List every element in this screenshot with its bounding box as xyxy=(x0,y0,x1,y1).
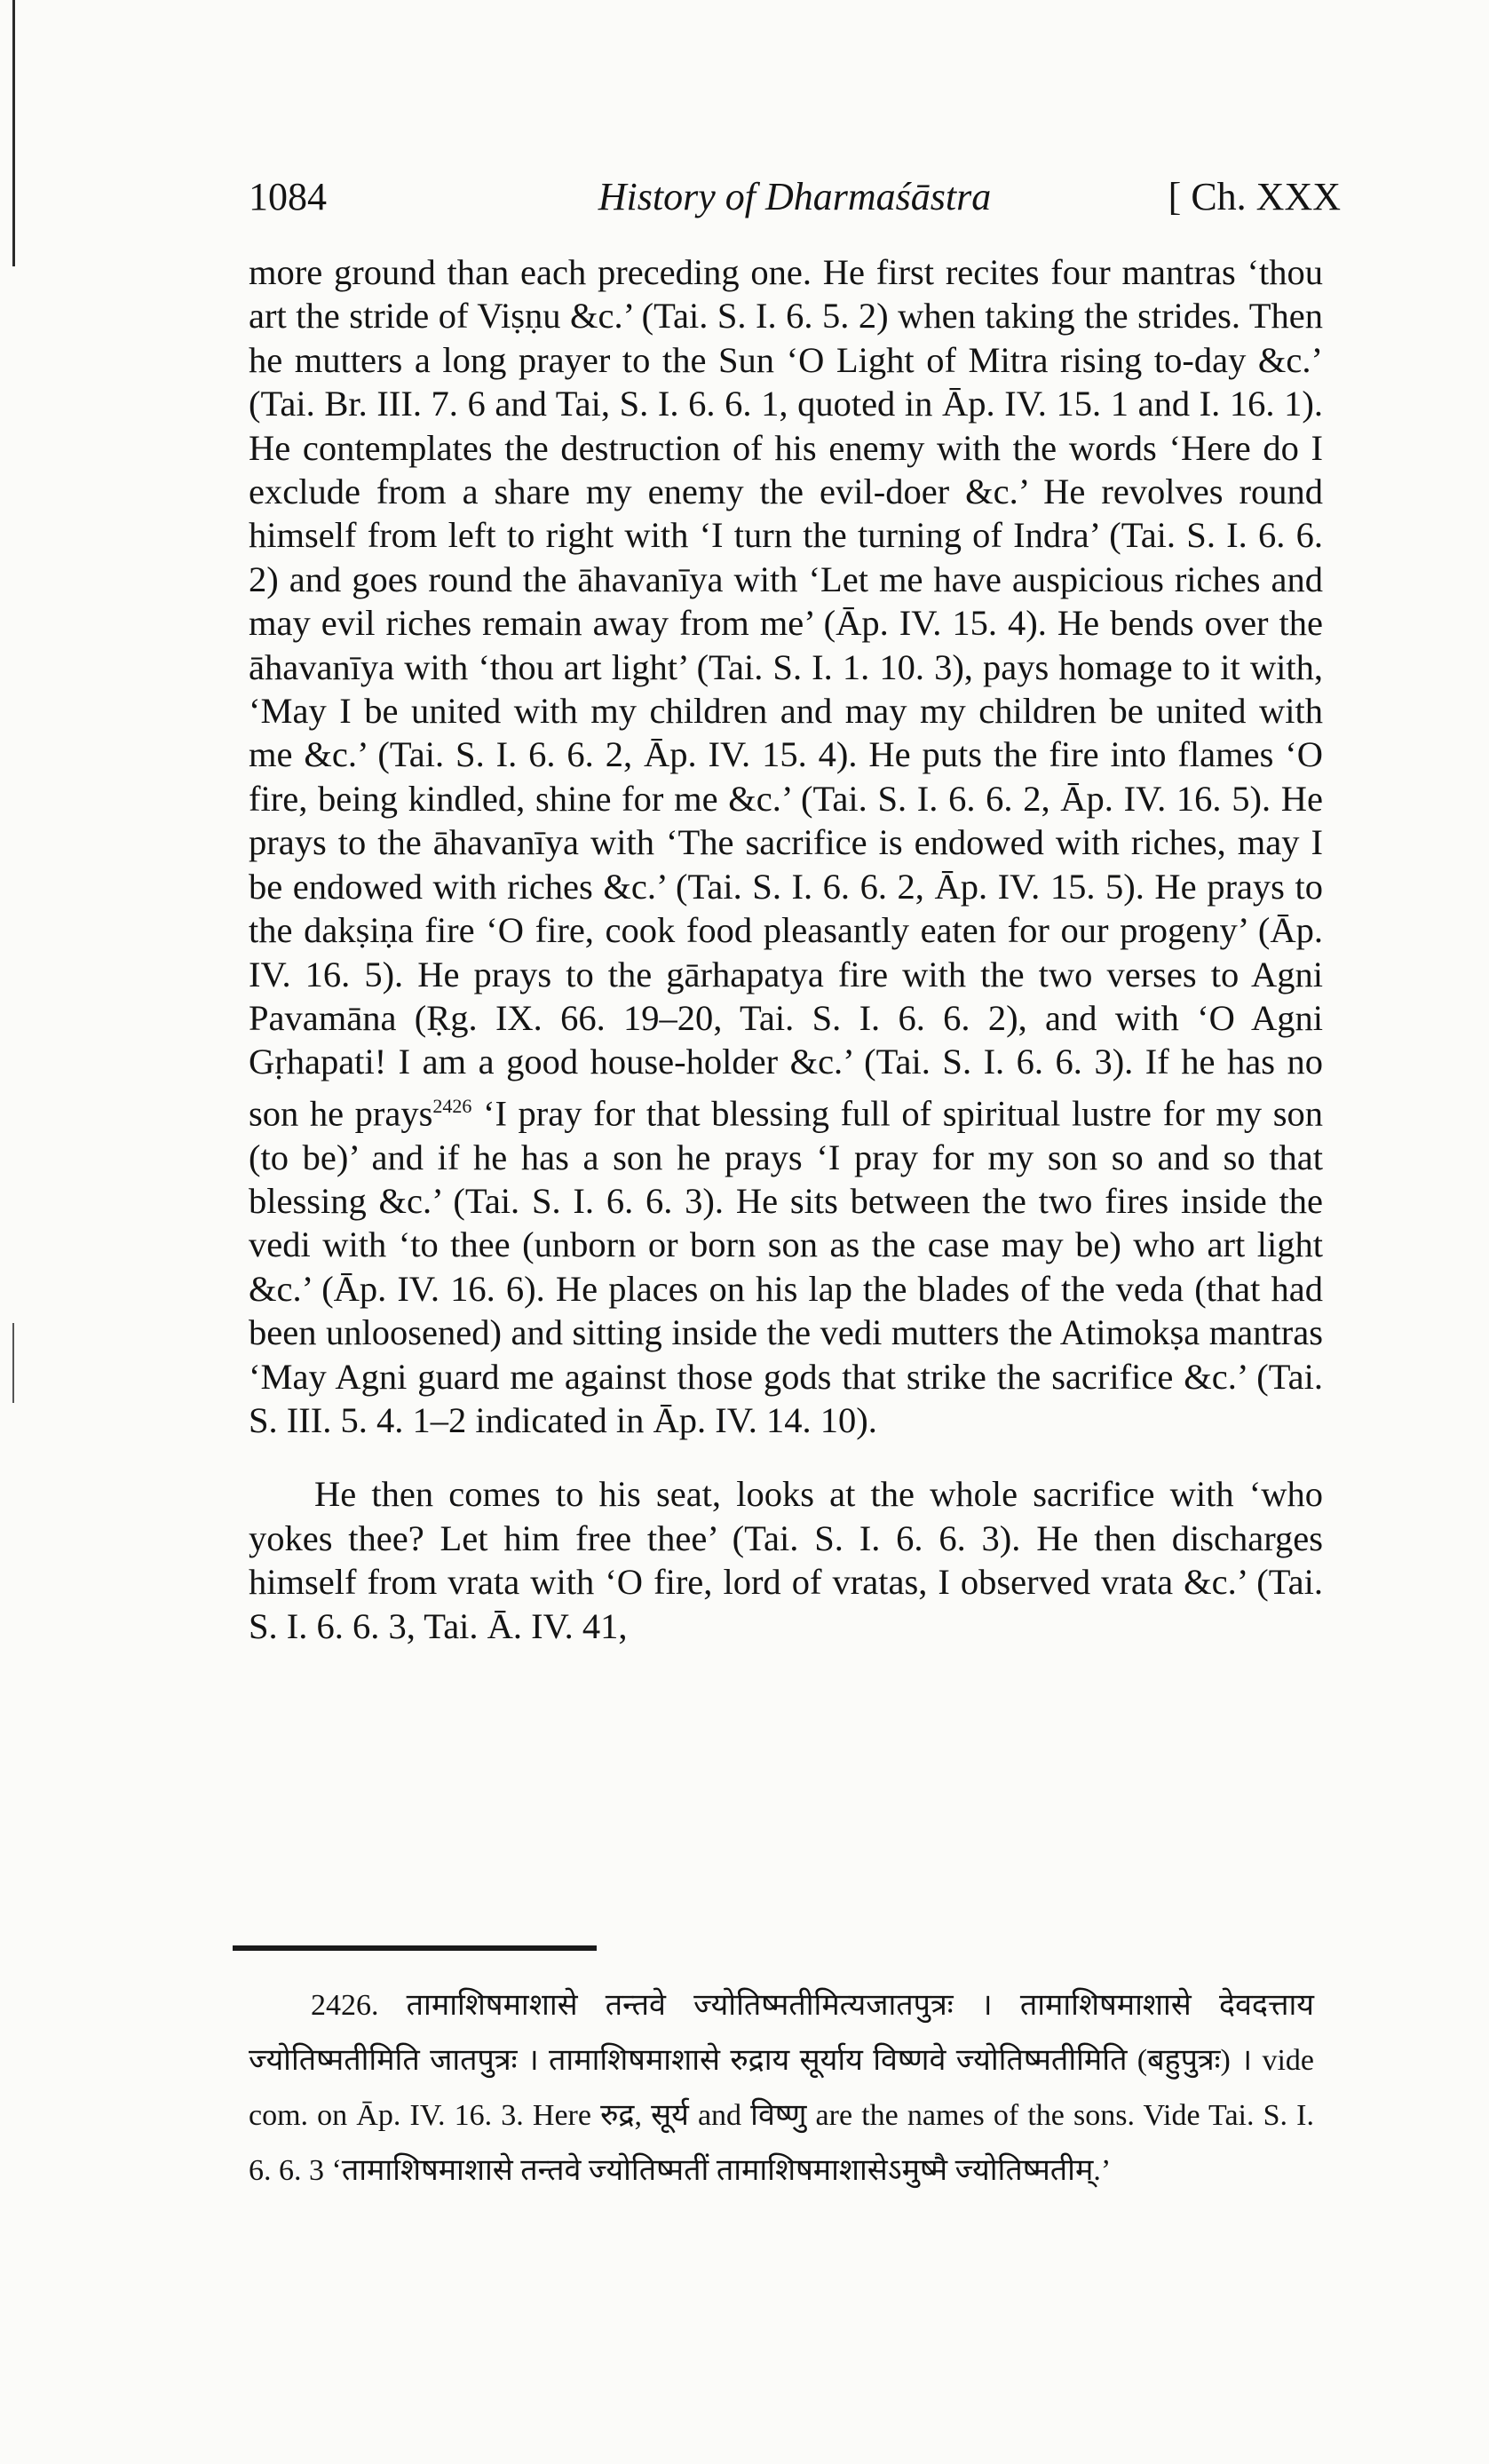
footnote xyxy=(249,1978,1314,2199)
paragraph-2: He then comes to his seat, looks at the whole sacrifice with ‘who yokes thee? Let him free thee’ (Tai. S. I. 6. 6. 3). He then discharges himself from vrata with ‘O fire, lord of vratas, I observed vrata &c.’ (Tai. S. I. 6. 6. 3, Tai. Ā. IV. 41, xyxy=(249,1474,1323,1646)
scan-edge xyxy=(12,0,15,266)
running-title: History of Dharmaśāstra xyxy=(598,175,992,218)
page-header xyxy=(249,174,1341,227)
scan-edge-mark xyxy=(12,1323,14,1403)
main-text xyxy=(249,250,1323,1648)
chapter-label: [ Ch. XXX xyxy=(1168,175,1341,218)
paragraph-1-text: more ground than each preceding one. He first recites four mantras ‘thou art the stride of Viṣṇu &c.’ (Tai. S. I. 6. 5. 2) when taking the strides. Then he mutters a long prayer to the Sun ‘O Light of Mitra rising to-day &c.’ (Tai. Br. III. 7. 6 and Tai, S. I. 6. 6. 1, quoted in Āp. IV. 15. 1 and I. 16. 1). He contemplates the destruction of his enemy with the words ‘Here do I exclude from a share my enemy the evil-doer &c.’ He revolves round himself from left to right with ‘I turn the turning of Indra’ (Tai. S. I. 6. 6. 2) and goes round the āhavanīya with ‘Let me have auspicious riches and may evil riches remain away from me’ (Āp. IV. 15. 4). He bends over the āhavanīya with ‘thou art light’ (Tai. S. I. 1. 10. 3), pays homage to it with, ‘May I be united with my children and may my children be united with me &c.’ (Tai. S. I. 6. 6. 2, Āp. IV. 15. 4). He puts the fire into flames ‘O fire, being kindled, shine for me &c.’ (Tai. S. I. 6. 6. 2, Āp. IV. 16. 5). He prays to the āhavanīya with ‘The sacrifice is endowed with riches, may I be endowed with riches &c.’ (Tai. S. I. 6. 6. 2, Āp. IV. 15. 5). He prays to the dakṣiṇa fire ‘O fire, cook food pleasantly eaten for our progeny’ (Āp. IV. 16. 5). He prays to the gārhapatya fire with the two verses to Agni Pavamāna (Ṛg. IX. 66. 19–20, Tai. S. I. 6. 6. 2), and with ‘O Agni Gṛhapati! I am a good house-holder &c.’ (Tai. S. I. 6. 6. 3). If he has no son he prays xyxy=(249,252,1323,1134)
paragraph-1 xyxy=(249,250,1323,1442)
footnote-number: 2426. xyxy=(311,1989,379,2022)
footnote-reference: 2426 xyxy=(432,1094,472,1117)
footnote-body xyxy=(249,1978,1314,2199)
paragraph-1-continued: ‘I pray for that blessing full of spiritual lustre for my son (to be)’ and if he has a son he prays ‘I pray for my son so and so that blessing &c.’ (Tai. S. I. 6. 6. 3). He sits between the two fires inside the vedi with ‘to thee (unborn or born son as the case may be) who art light &c.’ (Āp. IV. 16. 6). He places on his lap the blades of the veda (that had been unloosened) and sitting inside the vedi mutters the Atimokṣa mantras ‘May Agni guard me against those gods that strike the sacrifice &c.’ (Tai. S. III. 5. 4. 1–2 indicated in Āp. IV. 14. 10). xyxy=(249,1093,1323,1441)
footnote-text: तामाशिषमाशासे तन्तवे ज्योतिष्मतीमित्यजातपुत्रः । तामाशिषमाशासे देवदत्ताय ज्योतिष्मतीमिति जातपुत्रः । तामाशिषमाशासे रुद्राय सूर्याय विष्णवे ज्योतिष्मतीमिति (बहुपुत्रः) । vide com. on Āp. IV. 16. 3. Here रुद्र, सूर्य and विष्णु are the names of the sons. Vide Tai. S. I. 6. 6. 3 ‘तामाशिषमाशासे तन्तवे ज्योतिष्मतीं तामाशिषमाशासेऽमुष्मै ज्योतिष्मतीम्.’ xyxy=(249,1989,1314,2187)
footnote-divider xyxy=(233,1945,597,1951)
page-number: 1084 xyxy=(249,175,327,218)
